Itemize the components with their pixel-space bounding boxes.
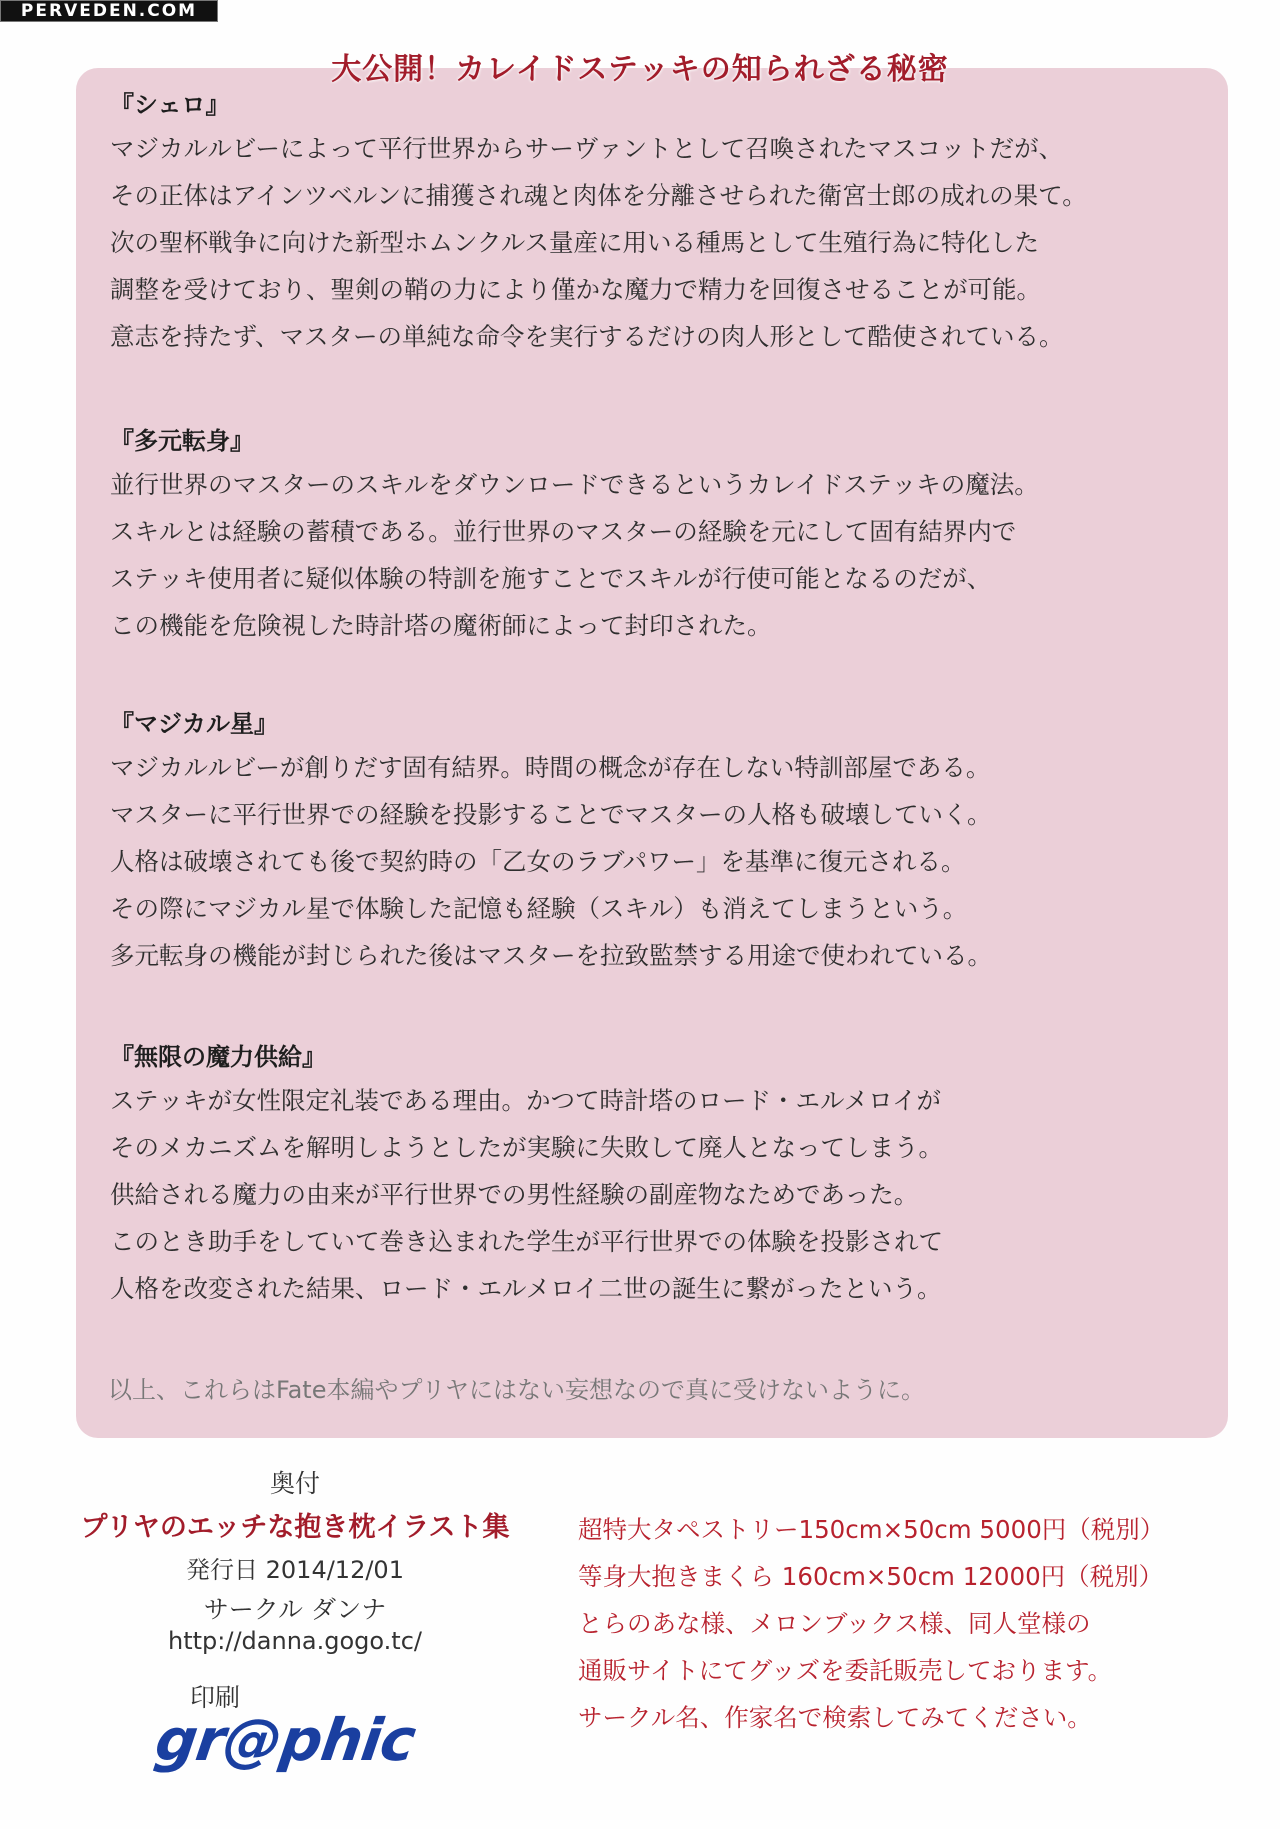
section-line: 並行世界のマスターのスキルをダウンロードできるというカレイドステッキの魔法。 xyxy=(110,470,1039,499)
section-line: 人格を改変された結果、ロード・エルメロイ二世の誕生に繋がったという。 xyxy=(110,1274,942,1303)
disclaimer: 以上、これらはFate本編やプリヤにはない妄想なので真に受けないように。 xyxy=(108,1376,926,1404)
section-magical-star xyxy=(110,707,1220,979)
section-heading: 『無限の魔力供給』 xyxy=(110,1043,326,1071)
goods-line: 超特大タペストリー150cm×50cm 5000円（税別） xyxy=(578,1515,1165,1544)
goods-info xyxy=(578,1506,1164,1741)
section-infinite-mana xyxy=(110,1040,1220,1312)
page-title: 大公開！カレイドステッキの知られざる秘密 xyxy=(331,52,949,87)
goods-line: とらのあな様、メロンブックス様、同人堂様の xyxy=(578,1609,1091,1638)
section-heading: 『多元転身』 xyxy=(110,427,254,455)
circle-url: http://danna.gogo.tc/ xyxy=(168,1627,422,1655)
section-line: 多元転身の機能が封じられた後はマスターを拉致監禁する用途で使われている。 xyxy=(110,941,992,970)
section-line: ステッキが女性限定礼装である理由。かつて時計塔のロード・エルメロイが xyxy=(110,1086,942,1115)
section-line: 調整を受けており、聖剣の鞘の力により僅かな魔力で精力を回復させることが可能。 xyxy=(110,275,1041,304)
printer-logo: gr@phic xyxy=(151,1706,419,1774)
circle-name: サークル ダンナ xyxy=(203,1595,387,1624)
section-heading: 『シェロ』 xyxy=(110,91,230,119)
goods-line: サークル名、作家名で検索してみてください。 xyxy=(578,1703,1092,1732)
section-line: 供給される魔力の由来が平行世界での男性経験の副産物なためであった。 xyxy=(110,1180,919,1209)
section-line: その際にマジカル星で体験した記憶も経験（スキル）も消えてしまうという。 xyxy=(110,894,968,923)
goods-line: 等身大抱きまくら 160cm×50cm 12000円（税別） xyxy=(578,1562,1164,1591)
watermark: PERVEDEN.COM xyxy=(0,0,218,22)
section-line: 人格は破壊されても後で契約時の「乙女のラブパワー」を基準に復元される。 xyxy=(110,847,966,876)
section-line: スキルとは経験の蓄積である。並行世界のマスターの経験を元にして固有結界内で xyxy=(110,517,1017,546)
section-line: マスターに平行世界での経験を投影することでマスターの人格も破壊していく。 xyxy=(110,800,992,829)
section-line: その正体はアインツベルンに捕獲され魂と肉体を分離させられた衛宮士郎の成れの果て。 xyxy=(110,181,1087,210)
section-heading: 『マジカル星』 xyxy=(110,710,278,738)
section-line: マジカルルビーが創りだす固有結界。時間の概念が存在しない特訓部屋である。 xyxy=(110,753,991,782)
book-title: プリヤのエッチな抱き枕イラスト集 xyxy=(80,1512,510,1543)
section-line: マジカルルビーによって平行世界からサーヴァントとして召喚されたマスコットだが、 xyxy=(110,134,1064,163)
section-line: そのメカニズムを解明しようとしたが実験に失敗して廃人となってしまう。 xyxy=(110,1133,943,1162)
section-line: ステッキ使用者に疑似体験の特訓を施すことでスキルが行使可能となるのだが、 xyxy=(110,564,992,593)
publish-date: 発行日 2014/12/01 xyxy=(186,1556,404,1584)
section-tagen-tenshin xyxy=(110,424,1220,649)
colophon xyxy=(60,1466,530,1656)
section-line: 意志を持たず、マスターの単純な命令を実行するだけの肉人形として酷使されている。 xyxy=(110,322,1064,351)
section-line: 次の聖杯戦争に向けた新型ホムンクルス量産に用いる種馬として生殖行為に特化した xyxy=(110,228,1040,257)
goods-line: 通販サイトにてグッズを委託販売しております。 xyxy=(578,1656,1113,1685)
section-line: この機能を危険視した時計塔の魔術師によって封印された。 xyxy=(110,611,772,640)
section-shiro xyxy=(110,88,1220,360)
section-line: このとき助手をしていて巻き込まれた学生が平行世界での体験を投影されて xyxy=(110,1227,943,1256)
colophon-heading: 奥付 xyxy=(269,1469,320,1498)
printer-label: 印刷 xyxy=(190,1683,241,1712)
